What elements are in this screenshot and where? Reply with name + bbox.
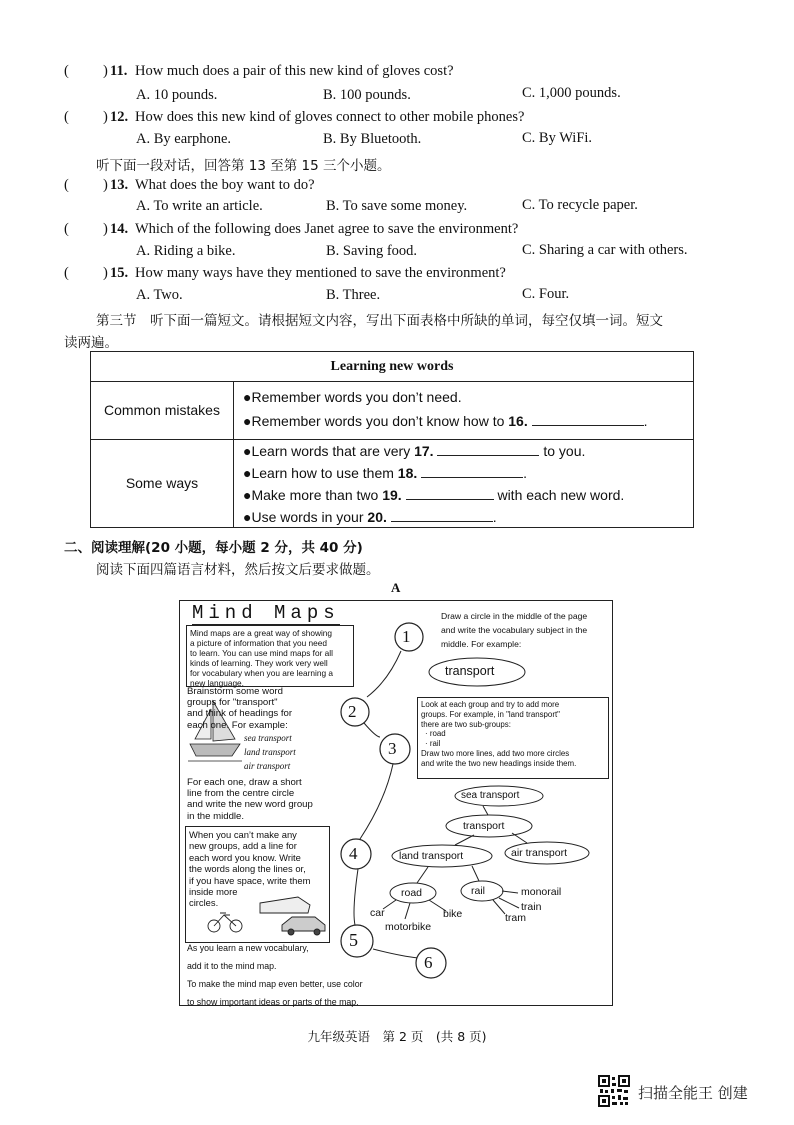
brainstorm-line: Brainstorm some word	[187, 686, 283, 697]
page-footer: 九年级英语 第 2 页 (共 8 页)	[307, 1029, 487, 1044]
question-number: 14.	[110, 221, 129, 237]
step-number: 2	[348, 702, 357, 721]
learn-more-line: To make the mind map even better, use color	[187, 979, 363, 989]
word-air-transport: air transport	[511, 847, 568, 859]
question-number: 11.	[110, 63, 128, 79]
intro-line: new language.	[190, 678, 244, 688]
table-row	[91, 381, 693, 440]
word-group: land transport	[244, 747, 296, 757]
answer-paren: (	[64, 63, 69, 79]
word-land-transport: land transport	[399, 850, 464, 862]
option-c: C. Sharing a car with others.	[522, 242, 688, 258]
question-number: 13.	[110, 177, 129, 193]
answer-paren-close: )	[103, 265, 108, 281]
look-line: there are two sub-groups:	[421, 719, 511, 729]
line-text: Remember words you don’t know how to	[251, 413, 509, 429]
instruction-line: and write the vocabulary subject in the	[441, 625, 588, 635]
intro-box	[186, 625, 354, 687]
answer-paren-close: )	[103, 177, 108, 193]
word-road: road	[401, 887, 423, 899]
answer-blank-19[interactable]	[406, 487, 494, 500]
answer-blank-17[interactable]	[437, 443, 539, 456]
word-tram: tram	[505, 912, 526, 924]
option-b: B. To save some money.	[326, 198, 468, 214]
path-2-3	[364, 723, 380, 737]
cant-line: if you have space, write them	[189, 874, 311, 886]
look-line: Draw two more lines, add two more circles	[421, 748, 570, 758]
answer-paren: (	[64, 177, 69, 193]
for-each-text	[187, 777, 313, 822]
brainstorm-line: groups for "transport"	[187, 697, 278, 709]
learn-more-text	[187, 939, 363, 1011]
table-line: ●Learn words that are very 17. to you.	[243, 443, 586, 459]
passage-label: A	[391, 580, 401, 595]
learn-more-line: As you learn a new vocabulary,	[187, 943, 309, 953]
look-line: and write the two new headings inside them.	[421, 758, 577, 768]
line-text: Make more than two	[251, 487, 383, 503]
row-label: Some ways	[91, 439, 234, 527]
word-group: sea transport	[244, 733, 292, 743]
look-line: Look at each group and try to add more	[421, 700, 560, 709]
blank-number: 18.	[397, 465, 418, 481]
word-motorbike: motorbike	[385, 921, 432, 933]
question-text: Which of the following does Janet agree to save the environment?	[135, 221, 519, 237]
table-line: ●Remember words you don’t know how to 16. .	[243, 413, 648, 429]
table-row	[91, 439, 693, 527]
option-c: C. By WiFi.	[522, 130, 593, 146]
path-3-4	[360, 764, 393, 839]
question-number: 15.	[110, 265, 129, 281]
cant-line: When you can’t make any	[189, 829, 297, 840]
step-number: 6	[424, 953, 433, 972]
path-5-6	[373, 949, 418, 958]
option-b: B. Saving food.	[326, 243, 418, 259]
look-line: groups. For example, in "land transport"	[421, 709, 560, 719]
intro-line: Mind maps are a great way of showing	[190, 628, 333, 638]
blank-number: 17.	[414, 443, 434, 459]
word-rail: rail	[471, 885, 486, 897]
part2-instruction: 阅读下面四篇语言材料，然后按文后要求做题。	[96, 562, 380, 578]
section3-instruction: 第三节 听下面一篇短文。请根据短文内容，写出下面表格中所缺的单词，每空仅填一词。短文	[96, 313, 663, 329]
learn-more-line: to show important ideas or parts of the map.	[187, 997, 359, 1007]
row-label: Common mistakes	[91, 381, 234, 439]
line-post: .	[643, 413, 648, 429]
question-text: What does the boy want to do?	[135, 177, 315, 193]
question-text: How many ways have they mentioned to save the environment?	[135, 265, 506, 281]
cant-line: inside more	[189, 886, 238, 898]
cant-line: each word you know. Write	[189, 851, 301, 863]
look-line: · rail	[425, 739, 441, 749]
look-box	[417, 697, 609, 779]
option-a: A. Riding a bike.	[136, 243, 236, 259]
answer-blank-20[interactable]	[391, 509, 493, 522]
answer-blank-18[interactable]	[421, 465, 523, 478]
option-c: C. To recycle paper.	[522, 197, 638, 213]
step-number: 3	[388, 739, 397, 758]
intro-line: to learn. You can use mind maps for all	[190, 648, 333, 658]
mind-map-figure	[179, 600, 613, 1006]
top-right-instruction	[441, 609, 587, 651]
option-a: A. 10 pounds.	[136, 87, 218, 103]
cant-line: circles.	[189, 897, 219, 909]
brainstorm-line: each one. For example:	[187, 719, 288, 731]
cant-line: the words along the lines or,	[189, 863, 306, 875]
look-line: · road	[425, 729, 446, 739]
brainstorm-text	[187, 686, 292, 731]
blank-number: 20.	[367, 509, 387, 525]
option-a: A. To write an article.	[136, 198, 263, 214]
step-number: 5	[349, 930, 358, 950]
option-a: A. By earphone.	[136, 131, 232, 147]
brainstorm-line: and think of headings for	[187, 708, 293, 720]
word-car: car	[370, 907, 385, 919]
option-b: B. Three.	[326, 287, 381, 303]
option-b: B. 100 pounds.	[323, 87, 411, 103]
cant-make-box	[185, 826, 330, 943]
part2-heading: 二、阅读理解(20 小题，每小题 2 分，共 40 分)	[64, 540, 363, 556]
word-train: train	[521, 901, 542, 913]
answer-paren: (	[64, 109, 69, 125]
table-line: ●Learn how to use them 18. .	[243, 465, 528, 481]
blank-number: 19.	[382, 487, 402, 503]
learn-more-line: add it to the mind map.	[187, 961, 277, 971]
for-each-line: For each one, draw a short	[187, 777, 302, 788]
line-post: to you.	[539, 443, 586, 459]
table-title: Learning new words	[91, 352, 693, 382]
answer-paren-close: )	[103, 63, 108, 79]
path-4-5	[354, 869, 358, 925]
word-transport-center: transport	[463, 820, 505, 832]
table-line: ●Make more than two 19. with each new word.	[243, 487, 625, 503]
word-monorail: monorail	[521, 886, 562, 898]
for-each-line: and write the new word group	[187, 799, 313, 811]
table-line: ●Use words in your 20. .	[243, 509, 497, 525]
option-c: C. 1,000 pounds.	[522, 85, 621, 101]
mind-map-title: Mind Maps	[192, 602, 340, 624]
question-text: How does this new kind of gloves connect to other mobile phones?	[135, 109, 525, 125]
line-text: Use words in your	[251, 509, 368, 525]
option-a: A. Two.	[136, 287, 183, 303]
scanner-text: 扫描全能王 创建	[638, 1084, 748, 1102]
step-number: 4	[349, 844, 358, 863]
instruction-13-15: 听下面一段对话，回答第 13 至第 15 三个小题。	[96, 158, 391, 174]
word-sea-transport: sea transport	[461, 790, 520, 801]
line-post: .	[523, 465, 528, 481]
for-each-line: line from the centre circle	[187, 788, 295, 800]
instruction-line: middle. For example:	[441, 639, 522, 649]
intro-line: a picture of information that you need	[190, 638, 327, 648]
line-text: Learn how to use them	[251, 465, 398, 481]
line-post: with each new word.	[493, 487, 625, 503]
answer-paren: (	[64, 265, 69, 281]
option-b: B. By Bluetooth.	[323, 131, 422, 147]
word-group: air transport	[244, 761, 291, 771]
answer-paren-close: )	[103, 221, 108, 237]
word-bike: bike	[443, 908, 463, 920]
answer-blank-16[interactable]	[532, 413, 644, 426]
section3-instruction-2: 读两遍。	[64, 335, 118, 351]
for-each-line: in the middle.	[187, 810, 245, 822]
answer-paren: (	[64, 221, 69, 237]
instruction-line: Draw a circle in the middle of the page	[441, 611, 588, 621]
qr-code-icon	[598, 1075, 630, 1107]
word-transport-main: transport	[445, 664, 495, 678]
option-c: C. Four.	[522, 286, 570, 302]
line-post: .	[492, 509, 497, 525]
blank-number: 16.	[508, 413, 528, 429]
path-1-2	[367, 651, 401, 697]
table-line: ●Remember words you don’t need.	[243, 389, 462, 405]
step-number: 1	[402, 627, 411, 646]
intro-line: kinds of learning. They work very well	[190, 658, 328, 668]
line-text: Remember words you don’t need.	[251, 389, 462, 405]
learning-words-table	[90, 351, 694, 528]
cant-line: new groups, add a line for	[189, 840, 297, 852]
intro-line: for vocabulary when you are learning a	[190, 668, 333, 678]
question-text: How much does a pair of this new kind of gloves cost?	[135, 63, 454, 79]
line-text: Learn words that are very	[251, 443, 415, 459]
question-number: 12.	[110, 109, 129, 125]
answer-paren-close: )	[103, 109, 108, 125]
